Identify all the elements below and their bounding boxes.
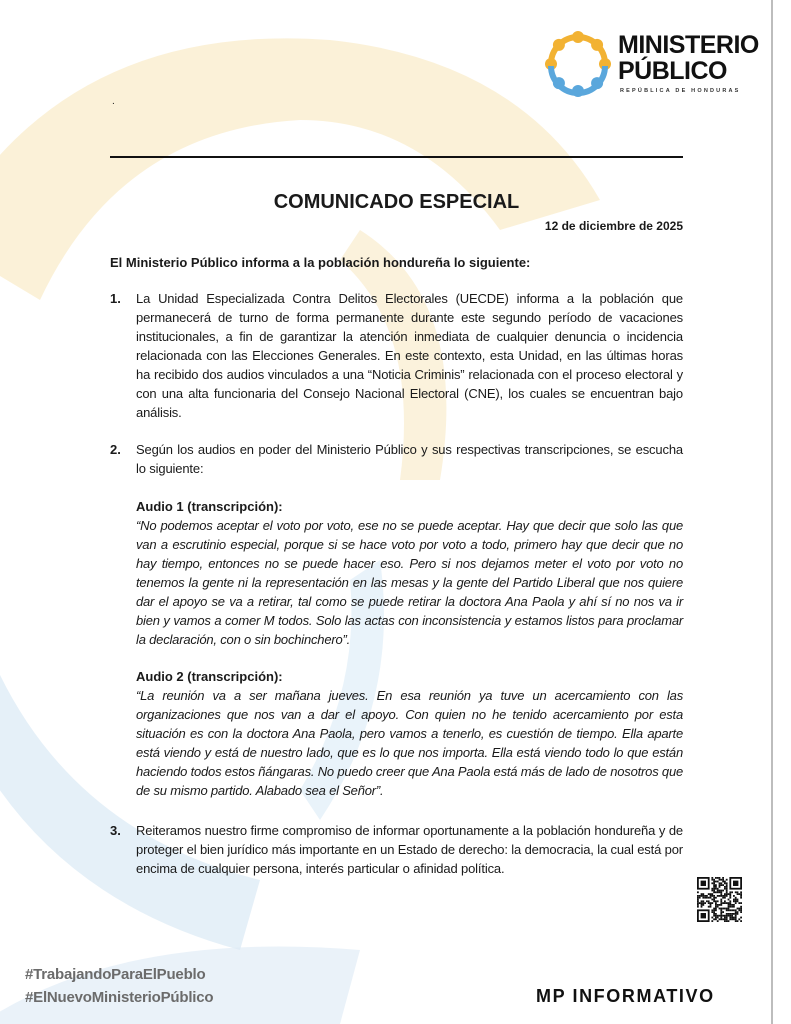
qr-code-icon[interactable] — [697, 877, 742, 922]
mp-informativo-brand: MP INFORMATIVO — [536, 986, 715, 1006]
logo-line1: MINISTERIO — [618, 31, 759, 59]
document-intro: El Ministerio Público informa a la población hondureña lo siguiente: — [110, 255, 531, 270]
item-text: Según los audios en poder del Ministerio Público y sus respectivas transcripciones, se escucha lo siguiente: — [136, 442, 683, 476]
list-item-1 — [110, 289, 683, 422]
list-item-3 — [110, 821, 683, 878]
item-number: 2. — [110, 442, 121, 457]
item-number: 1. — [110, 291, 121, 306]
item-text: Reiteramos nuestro firme compromiso de informar oportunamente a la población hondureña y de proteger el bien jurídico más importante en un Estado de derecho: la democracia, la cual está por encima de cualquier persona, interés particular o afinidad política. — [136, 823, 683, 876]
ministerio-publico-logo — [540, 28, 765, 100]
audio-heading: Audio 1 (transcripción): — [136, 499, 283, 514]
item-text: La Unidad Especializada Contra Delitos Electorales (UECDE) informa a la población que permanecerá de turno de forma permanente durante este segundo período de vacaciones institucionales, a fin de garantizar la atención inmediata de cualquier denuncia o incidencia relacionada con las Elecciones Generales. En este contexto, esta Unidad, en las últimas horas ha recibido dos audios vinculados a una “Noticia Criminis” relacionada con el proceso electoral y con una alta funcionaria del Consejo Nacional Electoral (CNE), los cuales se encuentran bajo análisis. — [136, 291, 683, 420]
audio-2-block — [136, 667, 683, 800]
audio-quote: “No podemos aceptar el voto por voto, ese no se puede aceptar. Hay que decir que solo las que van a escrutinio especial, porque si se hace voto por voto a todo, primero hay que decir que no hay tiempo, entonces no se puede hacer eso. Pero si nos dejamos meter el voto por voto no tenemos la gente ni la representación en las mesas y la gente del Partido Liberal que nos quiere dar el apoyo se va a retirar, tal como se puede retirar la doctora Ana Paola y ahí sí no nos va ir bien y vamos a comer M todos. Solo las actas con inconsistencia y estamos listos para proclamar la declaración, con o sin bochinchero”. — [136, 518, 683, 647]
hashtag-1: #TrabajandoParaElPueblo — [25, 966, 206, 983]
document-title: COMUNICADO ESPECIAL — [273, 191, 520, 213]
audio-1-block — [136, 497, 683, 649]
list-item-2 — [110, 440, 683, 478]
page-border — [771, 0, 773, 1024]
item-number: 3. — [110, 823, 121, 838]
hashtag-2: #ElNuevoMinisterioPúblico — [25, 989, 214, 1006]
audio-quote: “La reunión va a ser mañana jueves. En esa reunión ya tuve un acercamiento con las organizaciones que nos van a dar el apoyo. Con quien no he tenido acercamiento por esta situación es con la doctora Ana Paola, pero vamos a tenerlo, es cuestión de tiempo. Ella aparte está viendo y está de nuestro lado, que es lo que nos importa. Ella está viendo todo lo que están haciendo todos estos ñángaras. No puedo creer que Ana Paola está más de lado de nosotros que de su mismo partido. Alabado sea el Señor”. — [136, 688, 684, 798]
logo-line2: PÚBLICO — [618, 57, 727, 85]
header-divider — [110, 156, 683, 158]
logo-line3: REPÚBLICA DE HONDURAS — [620, 88, 741, 94]
stray-dot: . — [112, 96, 115, 107]
document-date: 12 de diciembre de 2025 — [544, 219, 683, 233]
people-circle-icon — [540, 28, 616, 100]
audio-heading: Audio 2 (transcripción): — [136, 669, 283, 684]
